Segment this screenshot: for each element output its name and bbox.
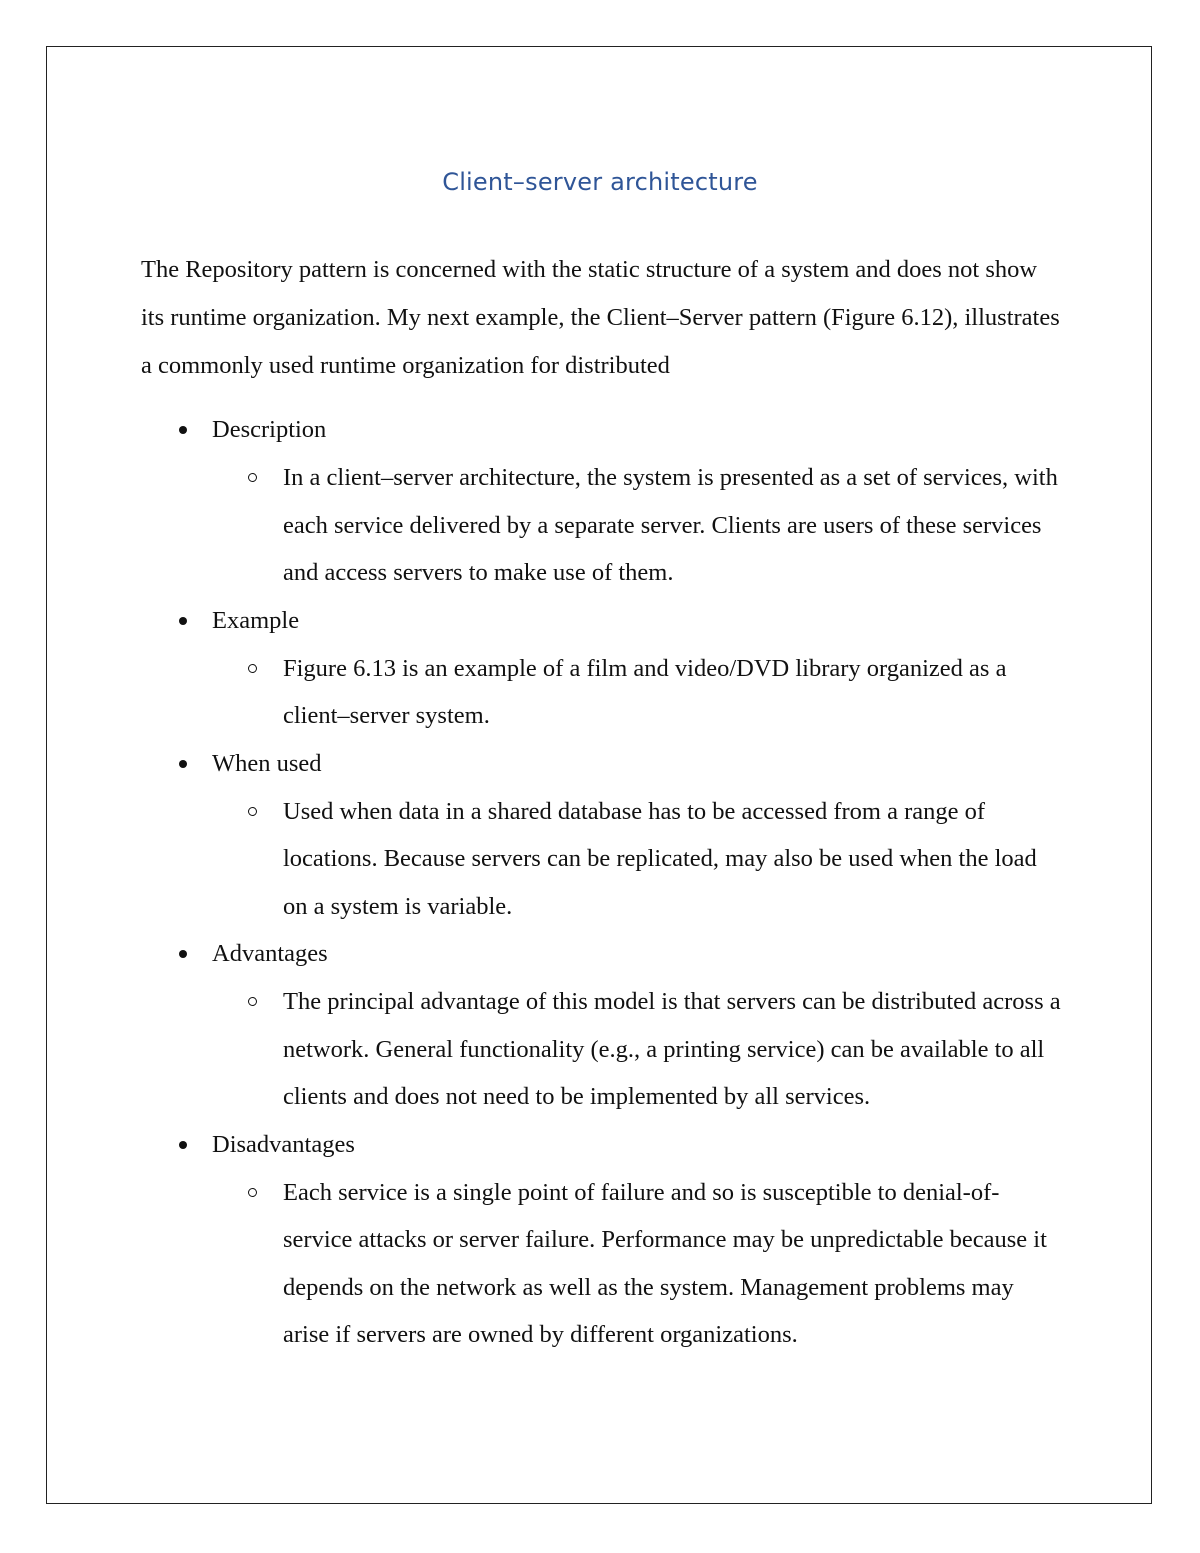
section-label: Advantages xyxy=(212,940,328,967)
section-description xyxy=(141,406,1061,597)
sub-item-text: In a client–server architecture, the system is presented as a set of services, with each service delivered by a separate server. Clients are users of these services and access servers to make use of them. xyxy=(283,464,1058,586)
section-label: When used xyxy=(212,749,322,777)
circle-bullet-icon xyxy=(248,997,257,1006)
section-advantages xyxy=(141,930,1061,1121)
sub-list xyxy=(212,454,1061,597)
section-label: Example xyxy=(212,606,300,634)
page-heading: Client–server architecture xyxy=(442,168,758,196)
circle-bullet-icon xyxy=(248,473,257,482)
sub-list xyxy=(212,978,1061,1121)
sub-item-text: The principal advantage of this model is that servers can be distributed across a network. General functionality (e.g., a printing service) can be available to all clients and does not need to be implemented by all services. xyxy=(283,988,1061,1110)
section-label: Disadvantages xyxy=(212,1130,355,1158)
sub-list xyxy=(212,788,1061,931)
bullet-icon xyxy=(179,617,187,625)
bullet-icon xyxy=(179,760,187,768)
bullet-icon xyxy=(179,1141,187,1149)
document-body xyxy=(141,246,1061,1359)
sub-item-text: Figure 6.13 is an example of a film and video/DVD library organized as a client–server system. xyxy=(283,654,1007,729)
sub-list xyxy=(212,1169,1061,1359)
circle-bullet-icon xyxy=(248,807,257,816)
section-list xyxy=(141,406,1061,1359)
section-example xyxy=(141,597,1061,740)
bullet-icon xyxy=(179,950,187,958)
sub-item-text: Used when data in a shared database has to be accessed from a range of locations. Because servers can be replicated, may also be used when the load on a system is variable. xyxy=(283,797,1037,920)
sub-item xyxy=(212,978,1061,1121)
section-disadvantages xyxy=(141,1121,1061,1359)
section-label: Description xyxy=(212,416,327,443)
circle-bullet-icon xyxy=(248,664,257,673)
sub-item xyxy=(212,1169,1061,1359)
bullet-icon xyxy=(179,426,187,434)
circle-bullet-icon xyxy=(248,1188,257,1197)
section-when-used xyxy=(141,740,1061,931)
sub-item xyxy=(212,454,1061,597)
sub-item xyxy=(212,645,1061,740)
sub-item xyxy=(212,788,1061,931)
sub-item-text: Each service is a single point of failure and so is susceptible to denial-of-service attacks or server failure. Performance may be unpredictable because it depends on the network as well as the system. Management problems may arise if servers are owned by different organizations. xyxy=(283,1178,1047,1348)
sub-list xyxy=(212,645,1061,740)
intro-paragraph: The Repository pattern is concerned with the static structure of a system and does not show its runtime organization. My next example, the Client–Server pattern (Figure 6.12), illustrates a commonly used runtime organization for distributed xyxy=(141,256,1060,379)
